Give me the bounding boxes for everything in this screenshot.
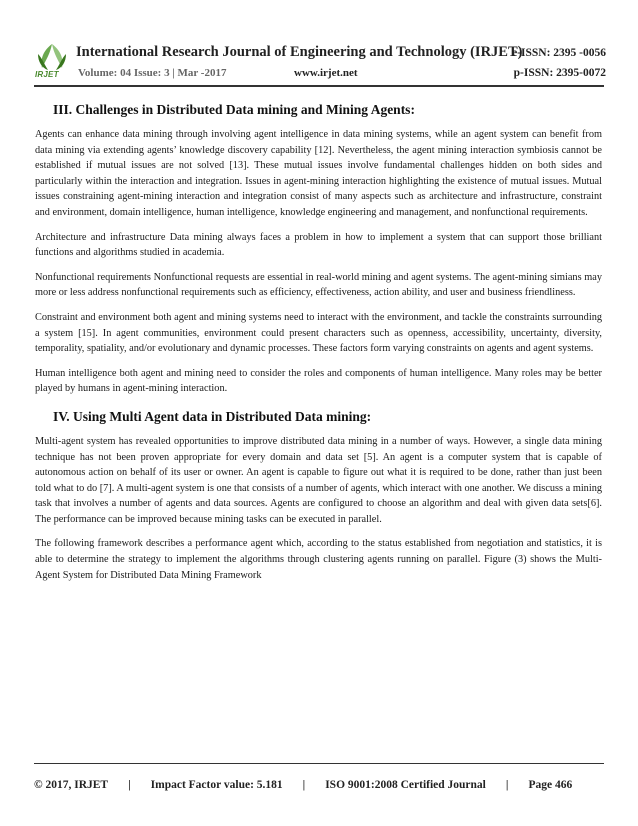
e-issn: e-ISSN: 2395 -0056 — [512, 47, 606, 59]
logo-text: IRJET — [35, 70, 59, 79]
section-3-paragraph-2: Architecture and infrastructure Data mining always faces a problem in how to implement a system that can support those brilliant functions and algorithms studied in academia. — [35, 231, 602, 259]
section-4-paragraph-2: The following framework describes a performance agent which, according to the status established from negotiation and statistics, it is able to determine the strategy to implement the algorithms through clustering agents running on parallel. Figure (3) shows the Multi-Agent System for Distributed Data Mining Framework — [35, 538, 602, 581]
section-3-paragraph-4: Constraint and environment both agent and mining systems need to interact with the environment, and tackle the constraints surrounding a system [15]. In agent communities, environment could present characters such as openness, accessibility, uncertainty, diversity, temporality, spatiality, and/or evolutionary and dynamic processes. These factors form varying constraints on agents and agent systems. — [35, 311, 602, 355]
journal-title: International Research Journal of Engineering and Technology (IRJET) — [76, 44, 523, 60]
section-4-paragraph-1: Multi-agent system has revealed opportunities to improve distributed data mining in a number of ways. However, a single data mining technique has not been proven appropriate for every domain and data set [5]. An agent is a computer system that is capable of autonomous action on behalf of its user or owner. An agent is capable to figure out what it is required to be done, rather than just been told what to do [7]. A multi-agent system is one that consists of a number of agents, which interact with one another. We discuss a mining task that involves a number of agents and data sources. Agents are configured to choose an algorithm and deal with given data sets[6]. The performance can be improved because mining tasks can be executed in parallel. — [35, 435, 602, 525]
footer-separator: | — [128, 779, 131, 791]
website-link[interactable]: www.irjet.net — [294, 67, 358, 79]
footer-separator: | — [302, 779, 306, 791]
page-header — [34, 42, 606, 84]
footer-iso: ISO 9001:2008 Certified Journal — [325, 779, 486, 791]
footer-page-number: Page 466 — [528, 779, 573, 791]
article-body — [35, 102, 602, 592]
section-4-heading: IV. Using Multi Agent data in Distributed Data mining: — [53, 408, 372, 424]
page-footer — [34, 779, 604, 791]
section-3-paragraph-5: Human intelligence both agent and mining need to consider the roles and components of human intelligence. Many roles may be better played by humans in agent-mining interaction. — [35, 367, 602, 395]
footer-separator: | — [505, 779, 509, 791]
header-divider — [34, 85, 604, 87]
section-3-heading: III. Challenges in Distributed Data mining and Mining Agents: — [53, 102, 415, 117]
section-3-paragraph-3: Nonfunctional requirements Nonfunctional requests are essential in real-world mining and agent systems. The agent-mining simians may more or less address nonfunctional requirements such as efficiency, effectiveness, action ability, and user and business friendliness. — [35, 271, 602, 299]
section-3-paragraph-1: Agents can enhance data mining through involving agent intelligence in data mining systems, while an agent system can benefit from data mining via extending agents’ knowledge discovery capability [12]. Nevertheless, the agent mining interaction symbiosis cannot be established if mutual issues are not solved [13]. These mutual issues involve fundamental challenges hidden on both sides and particularly within the interaction and integration. Issues in agent-mining interaction highlighting the existence of mutual issues. Mutual issues constraining agent-mining interaction and integration consist of many aspects such as architecture and infrastructure, constraint and environment, domain intelligence, human intelligence, knowledge engineering and management, and nonfunctional requirements. — [35, 129, 602, 218]
p-issn: p-ISSN: 2395-0072 — [513, 67, 606, 79]
volume-issue: Volume: 04 Issue: 3 | Mar -2017 — [78, 67, 227, 79]
footer-copyright: © 2017, IRJET — [34, 779, 109, 791]
footer-divider — [34, 763, 604, 764]
footer-impact-factor: Impact Factor value: 5.181 — [150, 779, 283, 791]
